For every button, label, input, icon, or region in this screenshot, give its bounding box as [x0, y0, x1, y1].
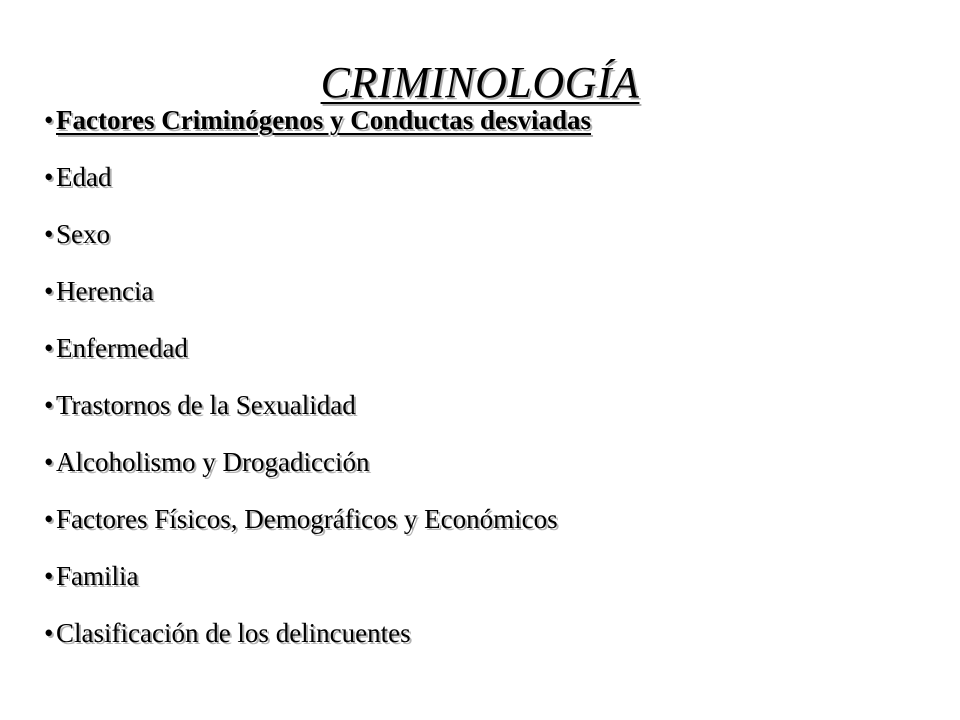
bullet-label: Factores Físicos, Demográficos y Económicos — [56, 504, 558, 534]
bullet-item-factores-criminogenos — [44, 100, 591, 157]
bullet-item-edad — [44, 157, 591, 214]
bullet-icon: • — [44, 276, 54, 306]
bullet-icon: • — [44, 219, 54, 249]
bullet-label: Trastornos de la Sexualidad — [56, 390, 356, 420]
bullet-item-herencia — [44, 271, 591, 328]
bullet-item-clasificacion — [44, 613, 591, 670]
bullet-label: Familia — [56, 561, 139, 591]
bullet-label: Enfermedad — [56, 333, 188, 363]
bullet-item-sexo — [44, 214, 591, 271]
bullet-icon: • — [44, 447, 54, 477]
slide-title: CRIMINOLOGÍA — [320, 58, 640, 108]
bullet-list — [44, 100, 591, 670]
bullet-icon: • — [44, 105, 54, 135]
bullet-item-factores-fisicos — [44, 499, 591, 556]
bullet-item-enfermedad — [44, 328, 591, 385]
bullet-label: Alcoholismo y Drogadicción — [56, 447, 370, 477]
bullet-label: Factores Criminógenos y Conductas desviadas — [56, 105, 592, 135]
bullet-icon: • — [44, 162, 54, 192]
bullet-label: Edad — [56, 162, 112, 192]
bullet-icon: • — [44, 333, 54, 363]
bullet-item-trastornos — [44, 385, 591, 442]
bullet-icon: • — [44, 618, 54, 648]
bullet-icon: • — [44, 561, 54, 591]
bullet-item-familia — [44, 556, 591, 613]
bullet-icon: • — [44, 390, 54, 420]
bullet-icon: • — [44, 504, 54, 534]
bullet-item-alcoholismo — [44, 442, 591, 499]
bullet-label: Clasificación de los delincuentes — [56, 618, 411, 648]
bullet-label: Herencia — [56, 276, 154, 306]
bullet-label: Sexo — [56, 219, 110, 249]
